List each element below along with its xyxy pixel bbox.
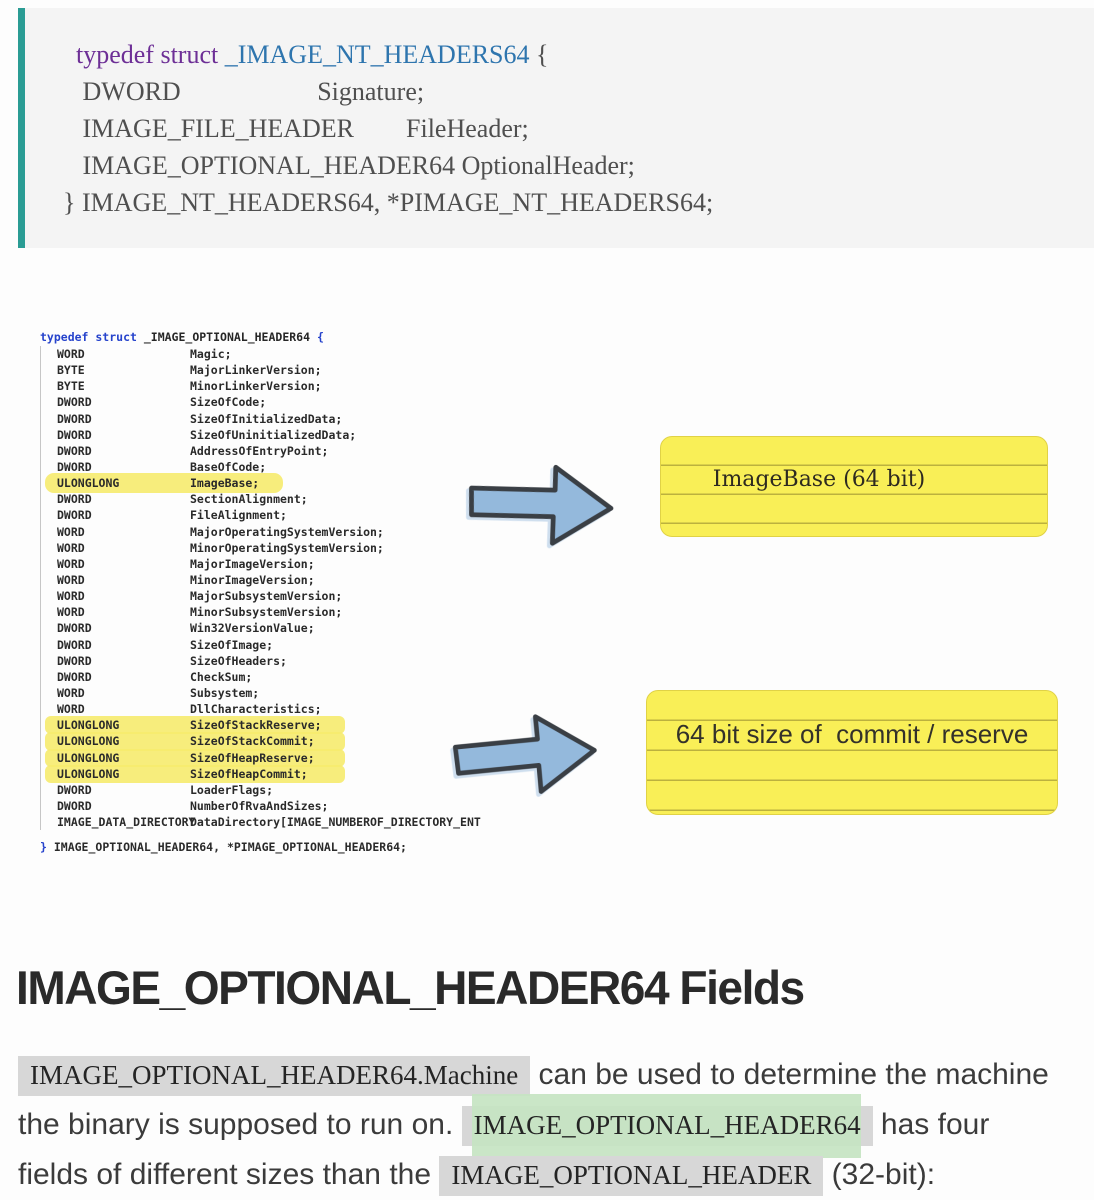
struct-field-row xyxy=(41,588,481,604)
field-type: WORD xyxy=(57,347,85,361)
field-type: ULONGLONG xyxy=(57,476,120,491)
struct-field-row xyxy=(41,572,481,588)
struct-field-row xyxy=(41,507,481,523)
field-name: Win32VersionValue; xyxy=(190,621,315,636)
inline-code-text: IMAGE_OPTIONAL_HEADER64 xyxy=(473,1110,861,1140)
field-name: SizeOfHeapReserve; xyxy=(190,750,315,765)
code-segment: _IMAGE_NT_HEADERS64 xyxy=(224,40,530,69)
field-name: SizeOfHeapCommit; xyxy=(190,766,308,781)
paragraph-line xyxy=(18,1100,1090,1150)
listing-close-brace: } xyxy=(40,840,47,854)
code-segment: { xyxy=(529,40,549,69)
field-name: MajorLinkerVersion; xyxy=(190,363,322,378)
field-name: MinorLinkerVersion; xyxy=(190,379,322,394)
struct-field-row xyxy=(41,637,481,653)
field-name: MajorOperatingSystemVersion; xyxy=(190,524,384,539)
paragraph-text: (32-bit): xyxy=(823,1158,936,1191)
paragraph-text: fields of different sizes than the xyxy=(18,1158,440,1191)
field-type: DWORD xyxy=(57,459,92,474)
listing-struct-name: _IMAGE_OPTIONAL_HEADER64 xyxy=(136,330,317,344)
inline-code xyxy=(18,1056,530,1096)
field-type: DWORD xyxy=(57,637,92,652)
struct-field-row xyxy=(41,427,481,443)
field-name: LoaderFlags; xyxy=(190,782,274,797)
struct-field-row xyxy=(41,814,481,830)
struct-field-row xyxy=(41,604,481,620)
listing-open-brace: { xyxy=(316,330,324,344)
struct-field-row xyxy=(41,669,481,685)
field-type: IMAGE_DATA_DIRECTORY xyxy=(57,815,196,830)
field-type: DWORD xyxy=(57,427,92,442)
field-type: WORD xyxy=(57,540,85,555)
struct-field-row xyxy=(41,524,481,540)
struct-listing xyxy=(38,328,508,868)
paragraph-line xyxy=(18,1050,1090,1100)
field-name: MinorImageVersion; xyxy=(190,572,315,587)
field-name: NumberOfRvaAndSizes; xyxy=(190,798,329,813)
struct-field-rows xyxy=(40,346,481,830)
field-name: ImageBase; xyxy=(190,476,260,491)
field-name: SectionAlignment; xyxy=(190,492,308,507)
code-line xyxy=(63,73,1094,110)
code-segment: DWORD Signature; xyxy=(63,77,425,106)
paragraph-line xyxy=(18,1150,1090,1200)
field-type: DWORD xyxy=(57,411,92,426)
field-type: BYTE xyxy=(57,379,85,394)
listing-keyword: typedef struct xyxy=(40,330,137,344)
field-name: FileAlignment; xyxy=(190,508,287,523)
struct-field-row xyxy=(41,540,481,556)
struct-listing-closing xyxy=(40,840,407,854)
field-type: DWORD xyxy=(57,798,92,813)
field-type: DWORD xyxy=(57,443,92,458)
field-name: CheckSum; xyxy=(190,669,253,684)
field-name: SizeOfStackCommit; xyxy=(190,734,315,749)
struct-field-row xyxy=(41,798,481,814)
field-type: WORD xyxy=(57,589,85,604)
field-name: BaseOfCode; xyxy=(190,459,267,474)
field-name: MajorImageVersion; xyxy=(190,556,315,571)
struct-field-row xyxy=(41,411,481,427)
field-type: DWORD xyxy=(57,508,92,523)
field-name: SizeOfImage; xyxy=(190,637,274,652)
field-type: DWORD xyxy=(57,653,92,668)
paragraph-text: has four xyxy=(872,1108,990,1141)
listing-closing-text: IMAGE_OPTIONAL_HEADER64, *PIMAGE_OPTIONAL_HEADER64; xyxy=(46,840,407,854)
struct-field-row xyxy=(41,620,481,636)
nt-headers-code-block xyxy=(18,8,1094,248)
sticky-note-commit-reserve xyxy=(646,690,1058,815)
struct-field-row xyxy=(41,685,481,701)
code-line xyxy=(63,110,1094,147)
field-name: SizeOfCode; xyxy=(190,395,267,410)
arrow-right-icon xyxy=(462,448,620,555)
struct-field-row xyxy=(41,766,481,782)
code-segment: } IMAGE_NT_HEADERS64, *PIMAGE_NT_HEADERS64; xyxy=(63,188,714,217)
code-segment: typedef struct xyxy=(63,40,225,69)
struct-field-row xyxy=(41,443,481,459)
struct-field-row xyxy=(41,346,481,362)
struct-field-row xyxy=(41,653,481,669)
code-line xyxy=(63,184,1094,221)
field-type: WORD xyxy=(57,556,85,571)
struct-field-row xyxy=(41,459,481,475)
field-type: ULONGLONG xyxy=(57,750,120,765)
inline-code-text: IMAGE_OPTIONAL_HEADER64.Machine xyxy=(30,1060,519,1090)
struct-listing-header xyxy=(40,330,324,344)
optional-header-figure xyxy=(30,328,1064,868)
struct-field-row xyxy=(41,491,481,507)
inline-code xyxy=(462,1106,873,1146)
paragraph-text: can be used to determine the machine xyxy=(530,1058,1049,1091)
field-name: MinorOperatingSystemVersion; xyxy=(190,540,384,555)
field-type: WORD xyxy=(57,572,85,587)
sticky-note-label: 64 bit size of commit / reserve xyxy=(675,719,1029,749)
inline-code-text: IMAGE_OPTIONAL_HEADER xyxy=(451,1160,812,1190)
field-type: DWORD xyxy=(57,395,92,410)
field-type: ULONGLONG xyxy=(57,766,120,781)
field-type: WORD xyxy=(57,702,85,717)
inline-code xyxy=(439,1156,823,1196)
arrow-right-icon xyxy=(448,699,603,805)
field-type: WORD xyxy=(57,524,85,539)
field-name: Magic; xyxy=(190,347,232,361)
field-type: WORD xyxy=(57,685,85,700)
section-heading: IMAGE_OPTIONAL_HEADER64 Fields xyxy=(16,961,804,1014)
field-name: SizeOfInitializedData; xyxy=(190,411,343,426)
struct-field-row xyxy=(41,362,481,378)
struct-field-row xyxy=(41,717,481,733)
field-name: MinorSubsystemVersion; xyxy=(190,605,343,620)
field-type: DWORD xyxy=(57,492,92,507)
code-segment: IMAGE_OPTIONAL_HEADER64 OptionalHeader; xyxy=(63,151,635,180)
struct-field-row xyxy=(41,475,481,491)
field-name: AddressOfEntryPoint; xyxy=(190,443,329,458)
field-name: SizeOfStackReserve; xyxy=(190,718,322,733)
field-type: DWORD xyxy=(57,782,92,797)
field-type: DWORD xyxy=(57,669,92,684)
paragraph-text: the binary is supposed to run on. xyxy=(18,1108,462,1141)
code-line xyxy=(63,36,1094,73)
field-name: MajorSubsystemVersion; xyxy=(190,589,343,604)
struct-field-row xyxy=(41,782,481,798)
field-name: Subsystem; xyxy=(190,685,260,700)
struct-field-row xyxy=(41,556,481,572)
struct-field-row xyxy=(41,378,481,394)
code-block-text xyxy=(25,8,1094,221)
field-type: DWORD xyxy=(57,621,92,636)
struct-field-row xyxy=(41,750,481,766)
code-line xyxy=(63,147,1094,184)
field-type: WORD xyxy=(57,605,85,620)
field-name: SizeOfHeaders; xyxy=(190,653,287,668)
field-name: DllCharacteristics; xyxy=(190,702,322,717)
struct-field-row xyxy=(41,733,481,749)
struct-field-row xyxy=(41,394,481,410)
field-type: BYTE xyxy=(57,363,85,378)
struct-field-row xyxy=(41,701,481,717)
field-name: DataDirectory[IMAGE_NUMBEROF_DIRECTORY_ENT xyxy=(190,815,481,830)
field-type: ULONGLONG xyxy=(57,734,120,749)
field-type: ULONGLONG xyxy=(57,718,120,733)
body-paragraph xyxy=(18,1050,1090,1200)
sticky-note-imagebase xyxy=(660,436,1048,537)
code-segment: IMAGE_FILE_HEADER FileHeader; xyxy=(63,114,529,143)
field-name: SizeOfUninitializedData; xyxy=(190,427,357,442)
sticky-note-label: ImageBase (64 bit) xyxy=(712,467,926,492)
